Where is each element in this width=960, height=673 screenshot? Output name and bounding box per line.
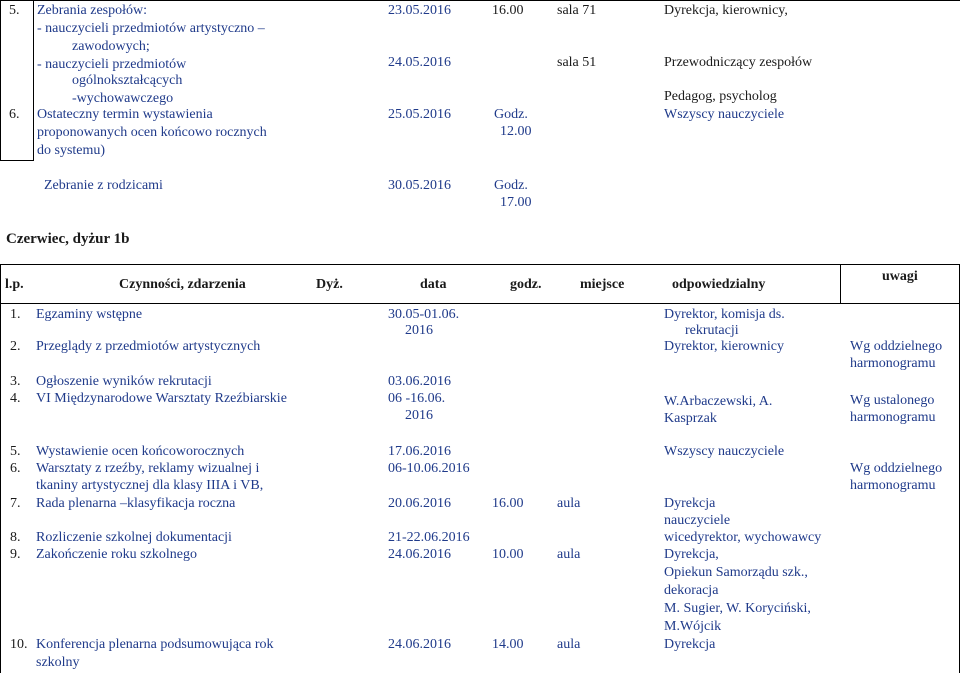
header-czynnosci: Czynności, zdarzenia <box>119 277 246 292</box>
table-left-border <box>0 264 1 673</box>
header-odpowiedzialny: odpowiedzialny <box>672 277 766 292</box>
row-notes: harmonogramu <box>850 478 936 493</box>
header-miejsce: miejsce <box>580 277 625 292</box>
row-responsible: M.Wójcik <box>664 619 722 634</box>
header-godz: godz. <box>510 277 542 292</box>
table-header-border <box>0 303 960 304</box>
row-activity: Ogłoszenie wyników rekrutacji <box>36 374 212 389</box>
row-notes: Wg ustalonego <box>850 393 935 408</box>
row-date: 17.06.2016 <box>388 444 451 459</box>
item5-line: - nauczycieli przedmiotów artystyczno – <box>37 21 265 36</box>
header-lp: l.p. <box>5 277 24 292</box>
item6-line: Ostateczny termin wystawienia <box>37 107 213 122</box>
row-responsible: Opiekun Samorządu szk., <box>664 565 808 580</box>
row-time: 14.00 <box>492 637 524 652</box>
parents-meeting-label: Zebranie z rodzicami <box>44 178 163 193</box>
time-cell: 16.00 <box>492 3 524 18</box>
row-notes: Wg oddzielnego <box>850 339 943 354</box>
row-number: 10. <box>10 637 28 652</box>
row-responsible: Dyrekcja <box>664 496 716 511</box>
row-activity: Rada plenarna –klasyfikacja roczna <box>36 496 236 511</box>
top-left-border <box>0 0 1 160</box>
row-date: 06 -16.06. <box>388 391 446 406</box>
row-time: 16.00 <box>492 496 524 511</box>
top-col-divider <box>33 0 34 160</box>
row-number: 4. <box>10 391 21 406</box>
row-place: aula <box>557 547 581 562</box>
row-activity: VI Międzynarodowe Warsztaty Rzeźbiarskie <box>36 391 287 406</box>
header-uwagi: uwagi <box>882 269 918 284</box>
row-activity: szkolny <box>36 655 80 670</box>
parents-meeting-time: Godz. <box>494 178 528 193</box>
row-number: 9. <box>10 547 21 562</box>
row-responsible: dekoracja <box>664 583 719 598</box>
row-responsible: W.Arbaczewski, A. <box>664 394 773 409</box>
row-notes: harmonogramu <box>850 410 936 425</box>
item5-line: ogólnokształcących <box>72 73 183 88</box>
item5-line: zawodowych; <box>72 39 150 54</box>
row-date: 30.05-01.06. <box>388 307 460 322</box>
row-number: 1. <box>10 307 21 322</box>
row-activity: Konferencja plenarna podsumowująca rok <box>36 637 274 652</box>
parents-meeting-time: 17.00 <box>500 195 532 210</box>
table-uwagi-divider <box>840 264 841 304</box>
row-activity: Warsztaty z rzeźby, reklamy wizualnej i <box>36 461 260 476</box>
row-responsible: Dyrekcja, <box>664 547 719 562</box>
row-activity: Rozliczenie szkolnej dokumentacji <box>36 530 232 545</box>
row-date: 20.06.2016 <box>388 496 451 511</box>
row-date: 06-10.06.2016 <box>388 461 470 476</box>
row-number: 2. <box>10 339 21 354</box>
row-responsible: rekrutacji <box>685 323 739 338</box>
item5-line: - nauczycieli przedmiotów <box>37 57 187 72</box>
row-activity: Przeglądy z przedmiotów artystycznych <box>36 339 261 354</box>
date-cell: 24.05.2016 <box>388 55 451 70</box>
row-responsible: nauczyciele <box>664 513 731 528</box>
row-responsible: Dyrektor, kierownicy <box>664 339 784 354</box>
time-cell: Godz. <box>494 107 528 122</box>
row-activity: Zakończenie roku szkolnego <box>36 547 197 562</box>
parents-meeting-date: 30.05.2016 <box>388 178 451 193</box>
row-number: 8. <box>10 530 21 545</box>
row-date: 2016 <box>405 323 433 338</box>
time-cell: 12.00 <box>500 124 532 139</box>
place-cell: sala 51 <box>557 55 597 70</box>
row-responsible: Wszyscy nauczyciele <box>664 444 785 459</box>
row-place: aula <box>557 496 581 511</box>
row-responsible: wicedyrektor, wychowawcy <box>664 530 822 545</box>
row-responsible: Dyrektor, komisja ds. <box>664 307 785 322</box>
row-number: 7. <box>10 496 21 511</box>
responsible-cell: Dyrekcja, kierownicy, <box>664 3 788 18</box>
place-cell: sala 71 <box>557 3 597 18</box>
row-notes: Wg oddzielnego <box>850 461 943 476</box>
item5-line: -wychowawczego <box>72 91 174 106</box>
top-bottom-border <box>0 160 34 161</box>
row-date: 2016 <box>405 408 433 423</box>
row-date: 03.06.2016 <box>388 374 451 389</box>
top-border <box>0 0 960 1</box>
item6-line: proponowanych ocen końcowo rocznych <box>37 125 267 140</box>
responsible-cell: Wszyscy nauczyciele <box>664 107 785 122</box>
row-notes: harmonogramu <box>850 356 936 371</box>
row-number: 3. <box>10 374 21 389</box>
row-responsible: Dyrekcja <box>664 637 716 652</box>
item6-line: do systemu) <box>37 143 106 158</box>
date-cell: 23.05.2016 <box>388 3 451 18</box>
item5-line: Zebrania zespołów: <box>37 3 148 18</box>
row-responsible: M. Sugier, W. Koryciński, <box>664 601 811 616</box>
header-data: data <box>420 277 447 292</box>
row-date: 21-22.06.2016 <box>388 530 470 545</box>
row-number: 6. <box>10 461 21 476</box>
date-cell: 25.05.2016 <box>388 107 451 122</box>
row-number: 5. <box>10 444 21 459</box>
row-time: 10.00 <box>492 547 524 562</box>
section-title: Czerwiec, dyżur 1b <box>6 231 130 247</box>
item6-number: 6. <box>9 107 20 122</box>
responsible-cell: Pedagog, psycholog <box>664 89 777 104</box>
row-activity: Egzaminy wstępne <box>36 307 143 322</box>
row-activity: tkaniny artystycznej dla klasy IIIA i VB, <box>36 478 264 493</box>
header-dyz: Dyż. <box>316 277 343 292</box>
row-date: 24.06.2016 <box>388 547 451 562</box>
table-top-border <box>0 264 960 265</box>
row-responsible: Kasprzak <box>664 411 717 426</box>
item5-number: 5. <box>9 3 20 18</box>
row-activity: Wystawienie ocen końcoworocznych <box>36 444 245 459</box>
row-date: 24.06.2016 <box>388 637 451 652</box>
responsible-cell: Przewodniczący zespołów <box>664 55 813 70</box>
row-place: aula <box>557 637 581 652</box>
